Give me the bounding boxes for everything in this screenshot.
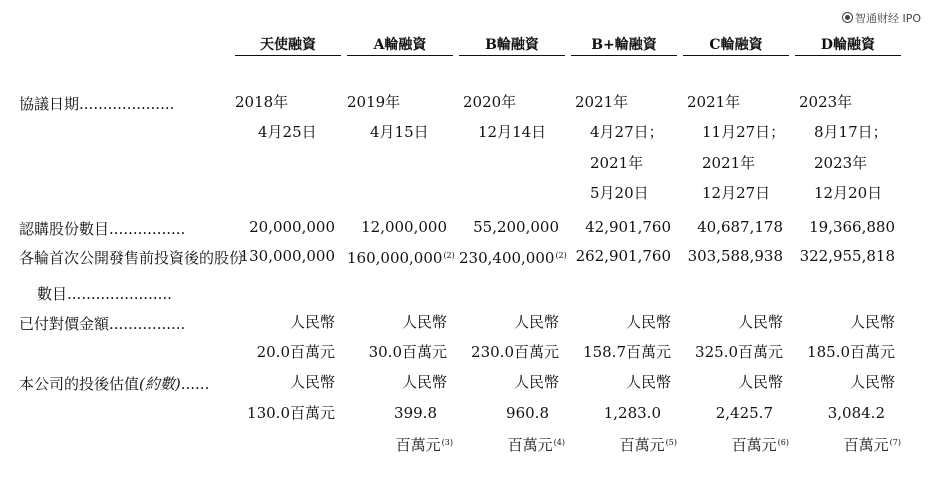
- footnote-ref: (6): [777, 438, 789, 447]
- consideration-paid-value: 230.0百萬元: [471, 343, 559, 361]
- row-label-post-investment-shares-cont: 數目......................: [37, 285, 172, 303]
- currency-label: 人民幣: [513, 313, 559, 331]
- header-underline: [795, 55, 901, 56]
- consideration-paid-value: 185.0百萬元: [807, 343, 895, 361]
- row-label-post-investment-shares: 各輪首次公開發售前投資後的股份: [19, 249, 245, 267]
- agreement-date-day: 8月17日；: [814, 123, 888, 141]
- post-investment-shares-value: 303,588,938: [687, 247, 783, 265]
- agreement-date-day: 4月15日: [370, 123, 429, 141]
- currency-label: 人民幣: [849, 313, 895, 331]
- currency-label: 人民幣: [737, 313, 783, 331]
- consideration-paid-value: 20.0百萬元: [256, 343, 335, 361]
- valuation-unit: 百萬元$^{(5)}$: [619, 436, 677, 454]
- column-header-series-d: D輪融資: [820, 37, 876, 53]
- currency-label: 人民幣: [401, 313, 447, 331]
- column-header-angel: 天使融資: [260, 37, 316, 53]
- post-investment-shares-value: 262,901,760: [575, 247, 671, 265]
- header-underline: [459, 55, 565, 56]
- currency-label: 人民幣: [289, 313, 335, 331]
- valuation-value: 3,084.2: [827, 404, 885, 422]
- valuation-value: 399.8: [394, 404, 437, 422]
- column-header-series-c: C輪融資: [709, 37, 763, 53]
- header-underline: [235, 55, 341, 56]
- post-investment-shares-value: 230,400,000$^{(2)}$: [459, 249, 567, 267]
- subscribed-shares-value: 55,200,000: [473, 218, 559, 236]
- header-underline: [347, 55, 453, 56]
- logo-icon: [842, 12, 853, 23]
- currency-label: 人民幣: [737, 373, 783, 391]
- watermark-text: 智通财经 IPO: [855, 12, 922, 25]
- subscribed-shares-value: 20,000,000: [249, 218, 335, 236]
- subscribed-shares-value: 19,366,880: [809, 218, 895, 236]
- agreement-date-day: 12月27日: [702, 184, 771, 202]
- footnote-ref: (3): [441, 438, 453, 447]
- valuation-unit: 百萬元$^{(6)}$: [731, 436, 789, 454]
- agreement-date-year: 2018年: [235, 93, 289, 111]
- footnote-ref: (7): [889, 438, 901, 447]
- agreement-date-day: 4月27日；: [590, 123, 664, 141]
- row-label-subscribed-shares: 認購股份數目................: [19, 220, 186, 238]
- currency-label: 人民幣: [513, 373, 559, 391]
- valuation-unit: 百萬元$^{(3)}$: [395, 436, 453, 454]
- header-underline: [683, 55, 789, 56]
- agreement-date-year: 2020年: [463, 93, 517, 111]
- footnote-ref: (2): [443, 251, 455, 260]
- footnote-ref: (2): [555, 251, 567, 260]
- valuation-unit: 百萬元$^{(4)}$: [507, 436, 565, 454]
- agreement-date-day: 5月20日: [590, 184, 649, 202]
- post-investment-shares-value: 322,955,818: [799, 247, 895, 265]
- agreement-date-year: 2021年: [575, 93, 629, 111]
- column-header-series-a: A輪融資: [373, 37, 427, 53]
- currency-label: 人民幣: [289, 373, 335, 391]
- currency-label: 人民幣: [849, 373, 895, 391]
- agreement-date-day: 12月20日: [814, 184, 883, 202]
- consideration-paid-value: 158.7百萬元: [583, 343, 671, 361]
- valuation-value: 130.0百萬元: [247, 404, 335, 422]
- currency-label: 人民幣: [625, 313, 671, 331]
- row-label-agreement-date: 協議日期....................: [19, 95, 175, 113]
- agreement-date-year: 2021年: [702, 154, 756, 172]
- row-label-consideration-paid: 已付對價金額................: [19, 315, 186, 333]
- valuation-value: 2,425.7: [715, 404, 773, 422]
- column-header-series-b-plus: B+輪融資: [591, 37, 657, 53]
- agreement-date-day: 11月27日；: [702, 123, 786, 141]
- consideration-paid-value: 325.0百萬元: [695, 343, 783, 361]
- agreement-date-day: 12月14日: [478, 123, 547, 141]
- agreement-date-year: 2023年: [814, 154, 868, 172]
- agreement-date-day: 4月25日: [258, 123, 317, 141]
- header-underline: [571, 55, 677, 56]
- watermark: [842, 10, 921, 26]
- currency-label: 人民幣: [401, 373, 447, 391]
- agreement-date-year: 2019年: [347, 93, 401, 111]
- valuation-unit: 百萬元$^{(7)}$: [843, 436, 901, 454]
- footnote-ref: (4): [553, 438, 565, 447]
- subscribed-shares-value: 40,687,178: [697, 218, 783, 236]
- currency-label: 人民幣: [625, 373, 671, 391]
- agreement-date-year: 2023年: [799, 93, 853, 111]
- agreement-date-year: 2021年: [590, 154, 644, 172]
- footnote-ref: (5): [665, 438, 677, 447]
- post-investment-shares-value: 160,000,000$^{(2)}$: [347, 249, 455, 267]
- valuation-value: 1,283.0: [603, 404, 661, 422]
- agreement-date-year: 2021年: [687, 93, 741, 111]
- consideration-paid-value: 30.0百萬元: [368, 343, 447, 361]
- valuation-value: 960.8: [506, 404, 549, 422]
- subscribed-shares-value: 42,901,760: [585, 218, 671, 236]
- column-header-series-b: B輪融資: [485, 37, 539, 53]
- row-label-valuation: 本公司的投後估值(約數)......: [19, 375, 210, 393]
- post-investment-shares-value: 130,000,000: [239, 247, 335, 265]
- subscribed-shares-value: 12,000,000: [361, 218, 447, 236]
